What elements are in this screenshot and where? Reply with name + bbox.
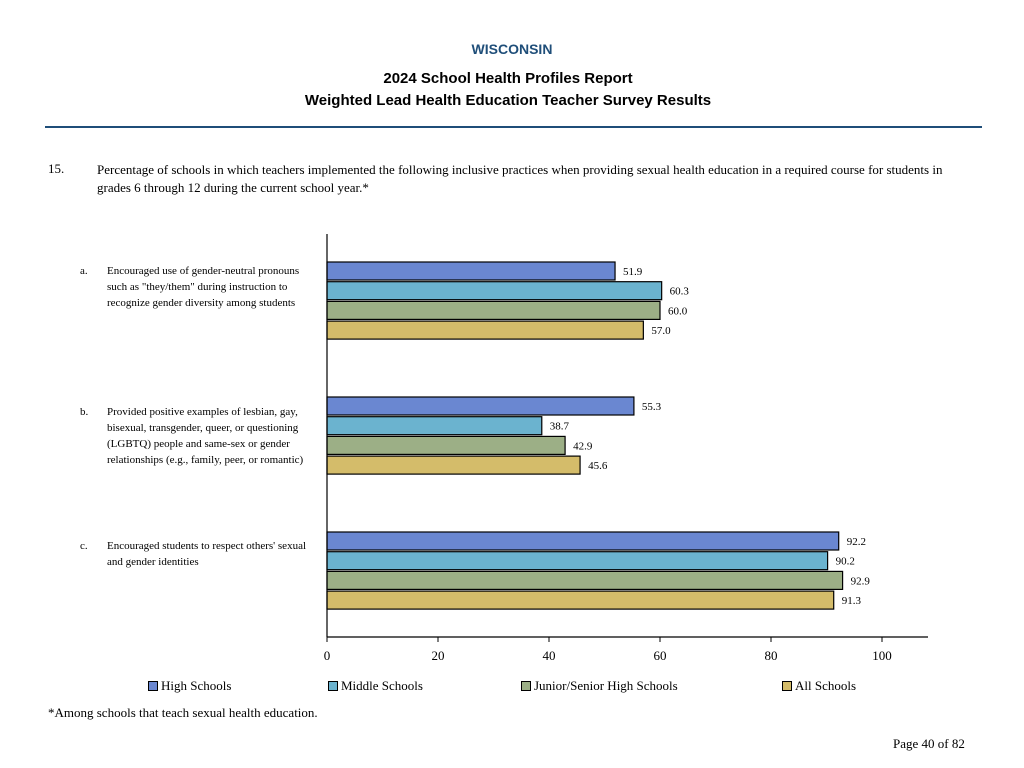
page-number: Page 40 of 82 xyxy=(893,736,965,751)
category-c-letter: c. xyxy=(80,540,88,552)
legend-label-middle-schools: Middle Schools xyxy=(341,678,423,693)
bar-2-2 xyxy=(327,571,843,589)
bar-0-0 xyxy=(327,262,615,280)
bar-value-label-0-1: 60.3 xyxy=(669,285,689,298)
x-tick-label-5: 100 xyxy=(872,648,892,663)
x-tick-label-1: 20 xyxy=(431,648,445,663)
question-number: 15. xyxy=(48,161,65,176)
report-subtitle: Weighted Lead Health Education Teacher Survey Results xyxy=(304,92,712,109)
bar-value-label-2-1: 90.2 xyxy=(835,555,855,568)
category-c-label: Encouraged students to respect others' sexual and gender identities xyxy=(107,540,307,568)
bar-value-label-1-1: 38.7 xyxy=(549,420,570,433)
bar-2-1 xyxy=(327,552,828,570)
category-b-letter: b. xyxy=(80,406,89,418)
x-tick-label-4: 80 xyxy=(764,648,778,663)
legend-high-schools xyxy=(148,678,231,694)
category-a-label: Encouraged use of gender-neutral pronouns such as "they/them" during instruction to recognize gender diversity among students xyxy=(107,265,300,309)
legend-swatch-all-schools xyxy=(782,681,792,691)
x-tick-label-3: 60 xyxy=(653,648,667,663)
bar-value-label-2-0: 92.2 xyxy=(846,536,866,548)
legend-swatch-junior-senior xyxy=(521,681,531,691)
category-b-label: Provided positive examples of lesbian, gay, bisexual, transgender, queer, or questioning (LGBTQ) people and same-sex or gender relationships (e.g., family, peer, or romantic) xyxy=(107,406,304,466)
bar-value-label-0-3: 57.0 xyxy=(651,325,671,338)
bar-1-3 xyxy=(327,456,580,474)
bar-1-1 xyxy=(327,417,542,435)
legend-middle-schools xyxy=(328,678,423,694)
legend-label-all-schools: All Schools xyxy=(795,678,857,693)
bar-0-3 xyxy=(327,321,643,339)
bar-value-label-1-2: 42.9 xyxy=(573,440,593,453)
legend-label-junior-senior: Junior/Senior High Schools xyxy=(534,678,678,693)
bar-value-label-0-0: 51.9 xyxy=(623,266,643,278)
bar-value-label-0-2: 60.0 xyxy=(668,305,688,318)
legend-junior-senior-high-schools xyxy=(521,678,678,694)
x-tick-label-2: 40 xyxy=(542,648,556,663)
legend-all-schools xyxy=(782,678,856,694)
bar-value-label-1-3: 45.6 xyxy=(588,460,608,473)
bar-0-2 xyxy=(327,301,660,319)
bar-1-2 xyxy=(327,436,565,454)
bar-1-0 xyxy=(327,397,634,415)
bar-2-3 xyxy=(327,591,834,609)
category-a-letter: a. xyxy=(80,265,88,277)
bar-2-0 xyxy=(327,532,839,550)
x-tick-label-0: 0 xyxy=(323,648,331,663)
report-title: 2024 School Health Profiles Report xyxy=(383,70,633,87)
state-title: WISCONSIN xyxy=(471,41,553,57)
legend-label-high-schools: High Schools xyxy=(161,678,232,693)
bar-0-1 xyxy=(327,282,662,300)
legend-swatch-middle-schools xyxy=(328,681,338,691)
footnote: *Among schools that teach sexual health education. xyxy=(48,705,318,720)
bar-value-label-1-0: 55.3 xyxy=(641,401,662,413)
question-text: Percentage of schools in which teachers implemented the following inclusive practices when providing sexual health education in a required course for students in grades 6 through 12 during the current school year.* xyxy=(97,162,943,195)
bar-value-label-2-3: 91.3 xyxy=(841,595,861,608)
legend-swatch-high-schools xyxy=(148,681,158,691)
bar-value-label-2-2: 92.9 xyxy=(850,575,870,588)
